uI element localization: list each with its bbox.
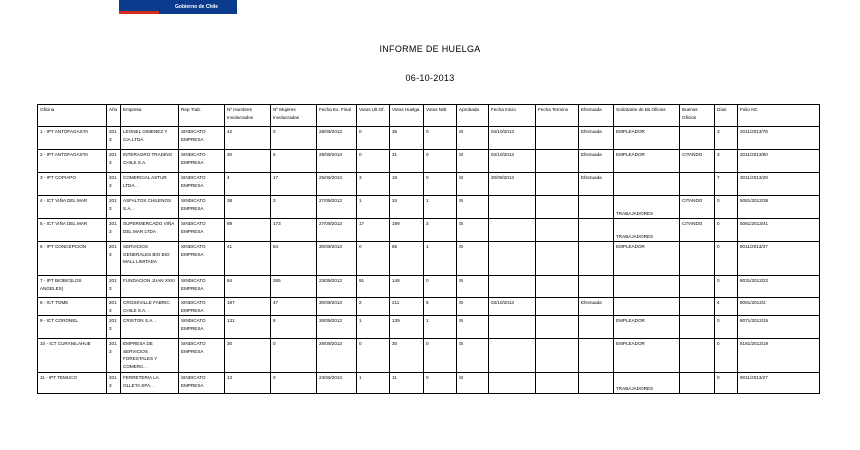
- table-row: [38, 316, 820, 339]
- cell-efectuada: [579, 339, 614, 373]
- cell-fecha-inicio: [489, 242, 536, 276]
- column-header-folio-nc: Folio NC: [738, 105, 820, 127]
- column-header-anio: Año: [107, 105, 121, 127]
- cell-fecha-inicio: 03/10/2013: [489, 298, 536, 316]
- column-header-votos-huelga: Votos Huelga: [390, 105, 424, 127]
- cell-fecha-ex-final: 28/09/2013: [317, 150, 357, 173]
- cell-fecha-inicio: [489, 339, 536, 373]
- cell-votos-nb: 1: [424, 316, 457, 339]
- cell-fecha-termino: [536, 339, 579, 373]
- cell-aprobada: SI: [457, 242, 489, 276]
- cell-dias: 3: [715, 127, 738, 150]
- cell-folio-nc: 5081/2013/41: [738, 219, 820, 242]
- cell-folio-nc: 2011/2013/78: [738, 127, 820, 150]
- cell-empresa: FUNDACION JUAN XXIII .: [121, 276, 179, 298]
- cell-dias: 4: [715, 298, 738, 316]
- cell-n-mujeres: 47: [271, 298, 317, 316]
- cell-votos-nb: 0: [424, 150, 457, 173]
- cell-votos-ult-of: 2: [357, 298, 390, 316]
- cell-fecha-termino: [536, 219, 579, 242]
- cell-votos-ult-of: 1: [357, 316, 390, 339]
- cell-votos-nb: 0: [424, 127, 457, 150]
- cell-n-mujeres: 0: [271, 339, 317, 373]
- cell-fecha-ex-final: 28/09/2013: [317, 339, 357, 373]
- cell-oficina: 6 - IPT CONCEPCION: [38, 242, 107, 276]
- column-header-dias: Días: [715, 105, 738, 127]
- cell-dias: 0: [715, 339, 738, 373]
- cell-solicitante: [614, 276, 680, 298]
- cell-empresa: CROSSVILLE FABRIC CHILE S.A. .: [121, 298, 179, 316]
- cell-n-hombres: 42: [225, 127, 271, 150]
- cell-n-mujeres: 84: [271, 242, 317, 276]
- cell-aprobada: SI: [457, 373, 489, 394]
- cell-anio: 2013: [107, 150, 121, 173]
- table-row: [38, 242, 820, 276]
- cell-fecha-inicio: 04/10/2013: [489, 150, 536, 173]
- cell-fecha-ex-final: 30/09/2013: [317, 316, 357, 339]
- cell-aprobada: SI: [457, 316, 489, 339]
- cell-efectuada: Efectuada: [579, 127, 614, 150]
- cell-anio: 2013: [107, 339, 121, 373]
- cell-oficina: 11 - IPT TEMUCO: [38, 373, 107, 394]
- cell-dias: 0: [715, 316, 738, 339]
- cell-fecha-termino: [536, 173, 579, 196]
- column-header-n-mujeres: Nº Mujeres Involucradas: [271, 105, 317, 127]
- cell-empresa: SUPERMERCADO VIÑA DEL MAR LTDA: [121, 219, 179, 242]
- cell-aprobada: SI: [457, 298, 489, 316]
- cell-buenos-oficios: [680, 339, 715, 373]
- cell-folio-nc: 8031/2013/22: [738, 276, 820, 298]
- cell-aprobada: SI: [457, 219, 489, 242]
- cell-anio: 2013: [107, 316, 121, 339]
- cell-n-mujeres: 3: [271, 196, 317, 219]
- cell-dias: 0: [715, 242, 738, 276]
- cell-solicitante: EMPLEADOR: [614, 127, 680, 150]
- cell-buenos-oficios: [680, 373, 715, 394]
- cell-fecha-ex-final: 25/09/2013: [317, 173, 357, 196]
- cell-votos-ult-of: 0: [357, 150, 390, 173]
- cell-fecha-ex-final: 30/09/2013: [317, 298, 357, 316]
- column-header-rep-trab: Rep.Trab.: [179, 105, 225, 127]
- cell-rep-trab: SINDICATO EMPRESA: [179, 127, 225, 150]
- cell-solicitante: TRABAJADORES: [614, 373, 680, 394]
- cell-buenos-oficios: [680, 127, 715, 150]
- cell-solicitante: EMPLEADOR: [614, 339, 680, 373]
- cell-votos-huelga: 148: [390, 276, 424, 298]
- cell-buenos-oficios: CITANDO: [680, 150, 715, 173]
- cell-buenos-oficios: [680, 316, 715, 339]
- cell-oficina: 10 - ICT CURANILAHUE: [38, 339, 107, 373]
- cell-anio: 2013: [107, 276, 121, 298]
- cell-dias: 0: [715, 196, 738, 219]
- cell-oficina: 9 - ICT CORONEL: [38, 316, 107, 339]
- cell-folio-nc: 5081/2013/38: [738, 196, 820, 219]
- table-body: [38, 127, 820, 394]
- cell-anio: 2013: [107, 196, 121, 219]
- cell-votos-huelga: 18: [390, 173, 424, 196]
- cell-oficina: 2 - IPT ANTOFAGASTA: [38, 150, 107, 173]
- cell-empresa: ASFALTOS CHILENOS S.A. .: [121, 196, 179, 219]
- cell-rep-trab: SINDICATO EMPRESA: [179, 373, 225, 394]
- cell-n-hombres: 30: [225, 150, 271, 173]
- cell-votos-ult-of: 0: [357, 242, 390, 276]
- cell-votos-ult-of: 1: [357, 373, 390, 394]
- cell-folio-nc: 8081/2013/2: [738, 298, 820, 316]
- cell-efectuada: Efectuada: [579, 298, 614, 316]
- cell-efectuada: Efectuada: [579, 150, 614, 173]
- cell-n-hombres: 89: [225, 219, 271, 242]
- cell-anio: 2013: [107, 173, 121, 196]
- cell-dias: 0: [715, 219, 738, 242]
- cell-aprobada: SI: [457, 276, 489, 298]
- column-header-n-hombres: Nº Hombres Involucrados: [225, 105, 271, 127]
- cell-n-hombres: 41: [225, 242, 271, 276]
- cell-votos-nb: 0: [424, 173, 457, 196]
- cell-n-hombres: 84: [225, 276, 271, 298]
- cell-folio-nc: 3011/2013/28: [738, 173, 820, 196]
- gobierno-logo: [119, 0, 237, 14]
- cell-votos-huelga: 35: [390, 127, 424, 150]
- cell-buenos-oficios: [680, 242, 715, 276]
- cell-fecha-inicio: [489, 276, 536, 298]
- cell-oficina: 1 - IPT ANTOFAGASTA: [38, 127, 107, 150]
- report-date: 06-10-2013: [405, 73, 455, 83]
- cell-aprobada: SI: [457, 196, 489, 219]
- cell-empresa: INTERAGRO TRADING CHILE S.A.: [121, 150, 179, 173]
- cell-n-hombres: 187: [225, 298, 271, 316]
- cell-votos-nb: 1: [424, 242, 457, 276]
- cell-n-mujeres: 265: [271, 276, 317, 298]
- cell-efectuada: [579, 276, 614, 298]
- cell-votos-nb: 5: [424, 298, 457, 316]
- cell-fecha-inicio: 04/10/2013: [489, 127, 536, 150]
- cell-rep-trab: SINDICATO EMPRESA: [179, 173, 225, 196]
- cell-n-hombres: 4: [225, 173, 271, 196]
- cell-votos-ult-of: 1: [357, 196, 390, 219]
- table-row: [38, 219, 820, 242]
- cell-fecha-termino: [536, 242, 579, 276]
- cell-votos-huelga: 31: [390, 150, 424, 173]
- table-row: [38, 339, 820, 373]
- cell-folio-nc: 2011/2013/80: [738, 150, 820, 173]
- cell-empresa: SERVICIOS GENERALES BIO BIO MALL LIMITADA: [121, 242, 179, 276]
- table-header: [38, 105, 820, 127]
- cell-votos-huelga: 85: [390, 242, 424, 276]
- cell-oficina: 3 - IPT COPIAPO: [38, 173, 107, 196]
- cell-fecha-termino: [536, 127, 579, 150]
- cell-votos-nb: 1: [424, 196, 457, 219]
- cell-fecha-termino: [536, 298, 579, 316]
- cell-solicitante: TRABAJADORES: [614, 196, 680, 219]
- cell-votos-nb: 0: [424, 339, 457, 373]
- column-header-oficina: Oficina: [38, 105, 107, 127]
- cell-rep-trab: SINDICATO EMPRESA: [179, 298, 225, 316]
- cell-n-mujeres: 17: [271, 173, 317, 196]
- cell-rep-trab: SINDICATO EMPRESA: [179, 339, 225, 373]
- cell-efectuada: [579, 196, 614, 219]
- cell-efectuada: [579, 219, 614, 242]
- cell-votos-ult-of: 91: [357, 276, 390, 298]
- table-row: [38, 150, 820, 173]
- column-header-solicitante: Solicitante de Bs.Oficios: [614, 105, 680, 127]
- cell-votos-ult-of: 3: [357, 173, 390, 196]
- cell-folio-nc: 8071/2013/15: [738, 316, 820, 339]
- cell-votos-nb: 3: [424, 219, 457, 242]
- cell-buenos-oficios: CITANDO: [680, 196, 715, 219]
- column-header-votos-ult-of: Votos Ult.Of.: [357, 105, 390, 127]
- cell-votos-ult-of: 17: [357, 219, 390, 242]
- table-row: [38, 127, 820, 150]
- column-header-fecha-inicio: Fecha Inicio: [489, 105, 536, 127]
- cell-fecha-termino: [536, 276, 579, 298]
- column-header-buenos-oficios: Buenos Oficios: [680, 105, 715, 127]
- column-header-fecha-ex-final: Fecha Ex. Final: [317, 105, 357, 127]
- cell-oficina: 4 - ICT VIÑA DEL MAR: [38, 196, 107, 219]
- cell-empresa: CRISTON S.A. .: [121, 316, 179, 339]
- cell-aprobada: SI: [457, 150, 489, 173]
- logo-red-stripe: [119, 11, 159, 14]
- cell-empresa: EMPRESA DE SERVICIOS FORESTALES Y COMERC. .: [121, 339, 179, 373]
- cell-votos-nb: 0: [424, 276, 457, 298]
- column-header-aprobada: Aprobada: [457, 105, 489, 127]
- cell-empresa: LEONEL GIMENEZ Y CIA.LTDA.: [121, 127, 179, 150]
- cell-fecha-termino: [536, 150, 579, 173]
- cell-votos-nb: 0: [424, 373, 457, 394]
- cell-dias: 3: [715, 150, 738, 173]
- cell-folio-nc: 8011/2013/37: [738, 242, 820, 276]
- column-header-efectuada: Efectuada: [579, 105, 614, 127]
- table-row: [38, 373, 820, 394]
- cell-votos-huelga: 139: [390, 316, 424, 339]
- cell-rep-trab: SINDICATO EMPRESA: [179, 316, 225, 339]
- cell-fecha-inicio: 30/09/2013: [489, 173, 536, 196]
- cell-anio: 2013: [107, 127, 121, 150]
- cell-fecha-inicio: [489, 196, 536, 219]
- cell-rep-trab: SINDICATO EMPRESA: [179, 150, 225, 173]
- cell-folio-nc: 8181/2013/19: [738, 339, 820, 373]
- cell-fecha-ex-final: 28/09/2013: [317, 127, 357, 150]
- cell-solicitante: [614, 298, 680, 316]
- cell-fecha-ex-final: 23/09/2013: [317, 276, 357, 298]
- column-header-votos-nb: Votos N/B: [424, 105, 457, 127]
- column-header-fecha-termino: Fecha Termino: [536, 105, 579, 127]
- cell-oficina: 7 - IPT BIOBIO(LOS ANGELES): [38, 276, 107, 298]
- cell-efectuada: [579, 316, 614, 339]
- cell-anio: 2013: [107, 373, 121, 394]
- cell-efectuada: Efectuada: [579, 173, 614, 196]
- cell-fecha-ex-final: 27/09/2013: [317, 219, 357, 242]
- cell-fecha-inicio: [489, 316, 536, 339]
- cell-n-hombres: 30: [225, 339, 271, 373]
- cell-votos-ult-of: 0: [357, 127, 390, 150]
- cell-dias: 0: [715, 276, 738, 298]
- cell-buenos-oficios: [680, 298, 715, 316]
- cell-solicitante: TRABAJADORES: [614, 219, 680, 242]
- cell-oficina: 5 - ICT VIÑA DEL MAR: [38, 219, 107, 242]
- column-header-empresa: Empresa: [121, 105, 179, 127]
- cell-solicitante: [614, 173, 680, 196]
- report-title: INFORME DE HUELGA: [379, 44, 481, 54]
- cell-votos-huelga: 211: [390, 298, 424, 316]
- cell-fecha-ex-final: 27/09/2013: [317, 196, 357, 219]
- cell-solicitante: EMPLEADOR: [614, 242, 680, 276]
- cell-n-hombres: 13: [225, 373, 271, 394]
- cell-anio: 2013: [107, 219, 121, 242]
- table-row: [38, 276, 820, 298]
- cell-solicitante: EMPLEADOR: [614, 150, 680, 173]
- cell-n-mujeres: 0: [271, 127, 317, 150]
- cell-fecha-termino: [536, 316, 579, 339]
- cell-fecha-ex-final: 23/09/2013: [317, 373, 357, 394]
- cell-rep-trab: SINDICATO EMPRESA: [179, 196, 225, 219]
- cell-dias: 0: [715, 373, 738, 394]
- cell-fecha-termino: [536, 373, 579, 394]
- cell-aprobada: SI: [457, 127, 489, 150]
- cell-votos-huelga: 11: [390, 373, 424, 394]
- cell-n-mujeres: 0: [271, 373, 317, 394]
- cell-fecha-inicio: [489, 373, 536, 394]
- cell-anio: 2013: [107, 298, 121, 316]
- cell-rep-trab: SINDICATO EMPRESA: [179, 219, 225, 242]
- cell-empresa: FERRETERIA LA OLLETA SPA. .: [121, 373, 179, 394]
- cell-rep-trab: SINDICATO EMPRESA: [179, 276, 225, 298]
- cell-votos-huelga: 34: [390, 196, 424, 219]
- cell-votos-huelga: 30: [390, 339, 424, 373]
- table-row: [38, 173, 820, 196]
- cell-n-mujeres: 173: [271, 219, 317, 242]
- strike-report-table: [37, 104, 820, 394]
- cell-fecha-termino: [536, 196, 579, 219]
- cell-buenos-oficios: CITANDO: [680, 219, 715, 242]
- cell-votos-ult-of: 0: [357, 339, 390, 373]
- cell-n-mujeres: 5: [271, 150, 317, 173]
- cell-rep-trab: SINDICATO EMPRESA: [179, 242, 225, 276]
- cell-efectuada: [579, 373, 614, 394]
- cell-aprobada: SI: [457, 173, 489, 196]
- cell-buenos-oficios: [680, 276, 715, 298]
- table-row: [38, 298, 820, 316]
- cell-dias: 7: [715, 173, 738, 196]
- cell-efectuada: [579, 242, 614, 276]
- cell-aprobada: SI: [457, 339, 489, 373]
- cell-n-hombres: 38: [225, 196, 271, 219]
- logo-text: Gobierno de Chile: [175, 4, 219, 10]
- cell-n-mujeres: 8: [271, 316, 317, 339]
- cell-anio: 2013: [107, 242, 121, 276]
- cell-folio-nc: 9011/2013/27: [738, 373, 820, 394]
- cell-votos-huelga: 199: [390, 219, 424, 242]
- cell-buenos-oficios: [680, 173, 715, 196]
- cell-empresa: COMERCIAL ASTUR LTDA. .: [121, 173, 179, 196]
- table-row: [38, 196, 820, 219]
- cell-n-hombres: 131: [225, 316, 271, 339]
- cell-fecha-ex-final: 30/09/2013: [317, 242, 357, 276]
- cell-solicitante: EMPLEADOR: [614, 316, 680, 339]
- cell-oficina: 8 - ICT TOME: [38, 298, 107, 316]
- cell-fecha-inicio: [489, 219, 536, 242]
